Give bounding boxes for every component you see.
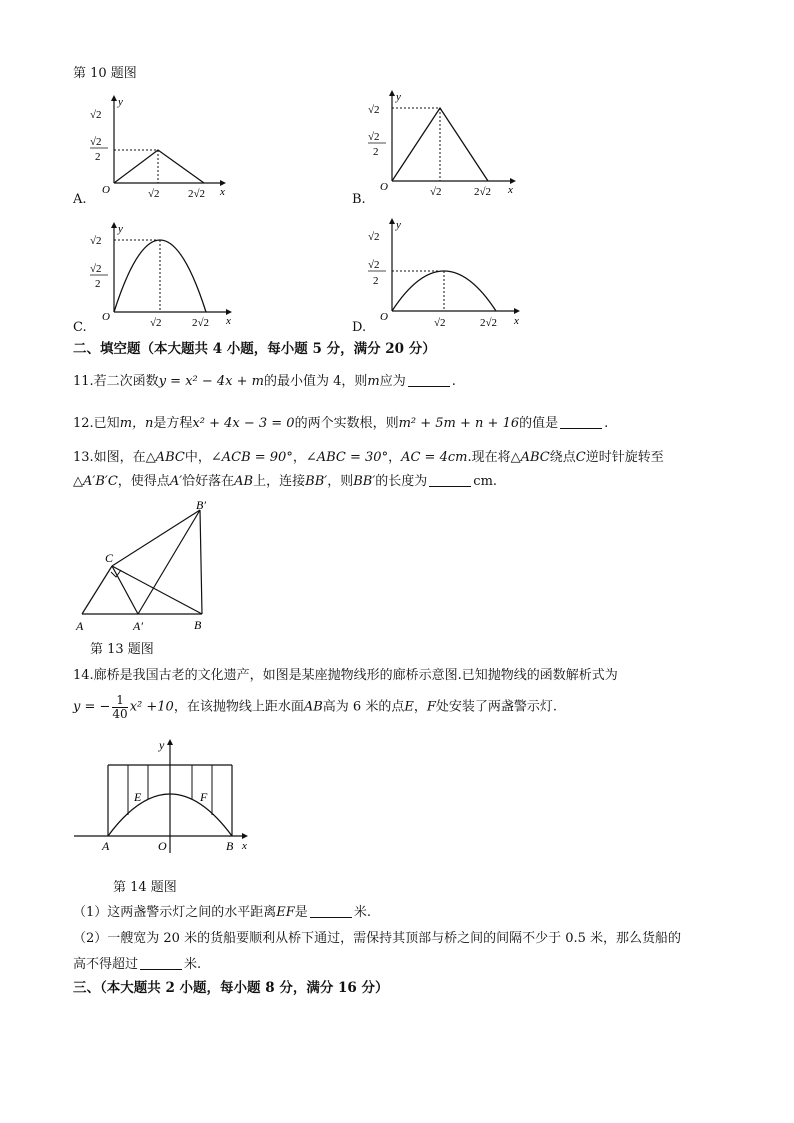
graph-b-x-label: x <box>508 184 513 196</box>
graph-a-2sqrt2-x: 2√2 <box>188 188 206 200</box>
q14-fraction <box>112 694 127 721</box>
q13-text-a: 13.如图，在 <box>73 450 146 465</box>
question-11 <box>73 374 456 390</box>
q14-seg-ab: AB <box>303 699 323 715</box>
graph-b-2sqrt2-x: 2√2 <box>474 186 492 198</box>
q14-pt-e: E <box>404 699 414 715</box>
fig10-caption: 第 10 题图 <box>73 66 137 81</box>
graph-b-sqrt2-y: √2 <box>368 104 380 116</box>
q13-point-a: A′ <box>169 474 183 489</box>
q13-unit: cm. <box>473 474 498 489</box>
q13-angle2: ∠ABC = 30° <box>305 450 389 465</box>
fig14-caption: 第 14 题图 <box>113 880 177 895</box>
q13-seg-bb1: BB′ <box>305 474 328 489</box>
q14-sub1 <box>73 905 371 921</box>
fig14-label-e: E <box>134 790 142 804</box>
q13-text-c: .现在将 <box>467 450 511 465</box>
graph-d <box>358 218 530 332</box>
q14-frac-den: 40 <box>112 707 128 721</box>
graph-c-y-label: y <box>118 223 123 235</box>
q14-pt-f: F <box>426 699 436 715</box>
q13-text-f: ，使得点 <box>117 474 170 489</box>
graph-b-origin: O <box>380 181 388 193</box>
q13-tri3: △A′B′C <box>73 474 118 489</box>
q14-text-a: ，在该抛物线上距水面 <box>173 699 304 715</box>
question-14-line2 <box>73 694 557 724</box>
q14-sub2-answer-blank[interactable] <box>140 957 182 970</box>
q13-answer-blank[interactable] <box>429 474 471 487</box>
question-13-line1 <box>73 450 664 466</box>
graph-c-half-den: 2 <box>95 278 101 290</box>
graph-b <box>358 88 523 200</box>
graph-a-origin: O <box>102 184 110 196</box>
q14-sub1-answer-blank[interactable] <box>310 905 352 918</box>
graph-d-sqrt2-y: √2 <box>368 231 380 243</box>
figure-14 <box>70 735 260 857</box>
q12-answer-blank[interactable] <box>560 416 602 429</box>
graph-d-sqrt2-x: √2 <box>434 317 446 329</box>
graph-b-y-label: y <box>396 91 401 103</box>
fig13-label-a: A <box>76 619 84 633</box>
q11-middle: 的最小值为 4，则 <box>263 374 368 389</box>
choice-b-label: B. <box>352 192 366 207</box>
question-14-line1: 14.廊桥是我国古老的文化遗产，如图是某座抛物线形的廊桥示意图.已知抛物线的函数解析式为 <box>73 668 618 683</box>
q12-prefix: 12.已知 <box>73 416 120 431</box>
fig14-label-o: O <box>158 839 167 853</box>
q13-sep1: ， <box>292 450 306 465</box>
choice-d-label: D. <box>352 320 367 335</box>
fig14-label-x: x <box>242 840 247 852</box>
fig13-label-b1: B′ <box>196 498 206 512</box>
question-12 <box>73 416 608 432</box>
q11-prefix: 11.若二次函数 <box>73 374 159 389</box>
graph-a-y-label: y <box>118 96 123 108</box>
fig14-label-a: A <box>102 839 110 853</box>
graph-b-half-den: 2 <box>373 146 379 158</box>
q13-seg-bb2: BB′ <box>353 474 376 489</box>
q12-vars: m，n <box>119 416 154 431</box>
q13-text-h: 上，连接 <box>253 474 306 489</box>
q14-sub1-b: 是 <box>294 905 308 920</box>
q13-sep2: ， <box>388 450 402 465</box>
graph-a-sqrt2-y: √2 <box>90 109 102 121</box>
section2-heading: 二、填空题（本大题共 4 小题，每小题 5 分，满分 20 分） <box>73 341 436 357</box>
q14-text-c: 处安装了两盏警示灯. <box>435 699 558 715</box>
q13-tri2: △ABC <box>510 450 550 465</box>
q14-sub2-line1: （2）一艘宽为 20 米的货船要顺利从桥下通过，需保持其顶部与桥之间的间隔不少于 0.5 米，那么货船的 <box>73 931 682 946</box>
q12-equation: x² + 4x − 3 = 0 <box>192 416 295 431</box>
q14-y-eq: y = − <box>73 699 111 715</box>
graph-a-sqrt2-x: √2 <box>148 188 160 200</box>
graph-d-half-num: √2 <box>368 259 380 271</box>
graph-a <box>80 93 230 203</box>
q11-answer-blank[interactable] <box>408 374 450 387</box>
graph-d-origin: O <box>380 311 388 323</box>
graph-d-y-label: y <box>396 219 401 231</box>
fig14-label-f: F <box>200 790 208 804</box>
q14-expr-rest: x² +10 <box>129 699 174 715</box>
graph-c-half-num: √2 <box>90 263 102 275</box>
q14-sub1-a: （1）这两盏警示灯之间的水平距离 <box>73 905 277 920</box>
graph-c <box>80 220 240 332</box>
q11-expr: y = x² − 4x + m <box>158 374 264 389</box>
graph-c-origin: O <box>102 311 110 323</box>
q13-text-j: 的长度为 <box>375 474 428 489</box>
graph-a-x-label: x <box>220 186 225 198</box>
q13-text-e: 逆时针旋转至 <box>585 450 664 465</box>
graph-a-half-num: √2 <box>90 136 102 148</box>
graph-c-sqrt2-y: √2 <box>90 235 102 247</box>
q14-frac-num: 1 <box>112 694 127 708</box>
fig13-label-a1: A′ <box>133 619 143 633</box>
graph-c-sqrt2-x: √2 <box>150 317 162 329</box>
fig13-caption: 第 13 题图 <box>90 642 154 657</box>
graph-c-x-label: x <box>226 315 231 327</box>
q13-text-d: 绕点 <box>549 450 576 465</box>
graph-d-2sqrt2-x: 2√2 <box>480 317 498 329</box>
figure-13 <box>70 498 220 638</box>
fig14-label-b: B <box>226 839 234 853</box>
graph-d-half-den: 2 <box>373 275 379 287</box>
q14-sub2-b: 米. <box>184 957 202 972</box>
q12-suffix: 的值是 <box>519 416 559 431</box>
graph-d-x-label: x <box>514 315 519 327</box>
q13-angle1: ∠ACB = 90° <box>210 450 293 465</box>
graph-c-2sqrt2-x: 2√2 <box>192 317 210 329</box>
q14-sub1-ef: EF <box>276 905 295 920</box>
q11-suffix: 应为 <box>379 374 406 389</box>
q14-sub2-a: 高不得超过 <box>73 957 139 972</box>
q13-text-b: 中， <box>184 450 211 465</box>
choice-a-label: A. <box>73 192 87 207</box>
q13-text-g: 恰好落在 <box>182 474 235 489</box>
choice-c-label: C. <box>73 320 87 335</box>
graph-b-sqrt2-x: √2 <box>430 186 442 198</box>
q14-text-b: 高为 6 米的点 <box>322 699 405 715</box>
q13-len: AC = 4cm <box>401 450 468 465</box>
q12-middle: 是方程 <box>153 416 193 431</box>
q13-point-c: C <box>575 450 586 465</box>
fig13-label-c: C <box>105 551 114 565</box>
q13-text-i: ，则 <box>327 474 354 489</box>
fig13-label-b: B <box>194 618 202 632</box>
q13-seg-ab: AB <box>234 474 254 489</box>
fig14-label-y: y <box>159 738 165 752</box>
q14-sep: ， <box>413 699 427 715</box>
question-13-line2 <box>73 474 497 490</box>
q11-var: m <box>367 374 380 389</box>
q12-end: . <box>604 416 609 431</box>
q12-expr: m² + 5m + n + 16 <box>398 416 520 431</box>
section3-heading: 三、（本大题共 2 小题，每小题 8 分，满分 16 分） <box>73 980 389 996</box>
q11-end: . <box>451 374 456 389</box>
q14-sub2-line2 <box>73 957 201 973</box>
graph-a-half-den: 2 <box>95 151 101 163</box>
q12-middle2: 的两个实数根，则 <box>294 416 399 431</box>
q14-sub1-c: 米. <box>353 905 371 920</box>
q13-tri1: △ABC <box>145 450 185 465</box>
graph-b-half-num: √2 <box>368 131 380 143</box>
